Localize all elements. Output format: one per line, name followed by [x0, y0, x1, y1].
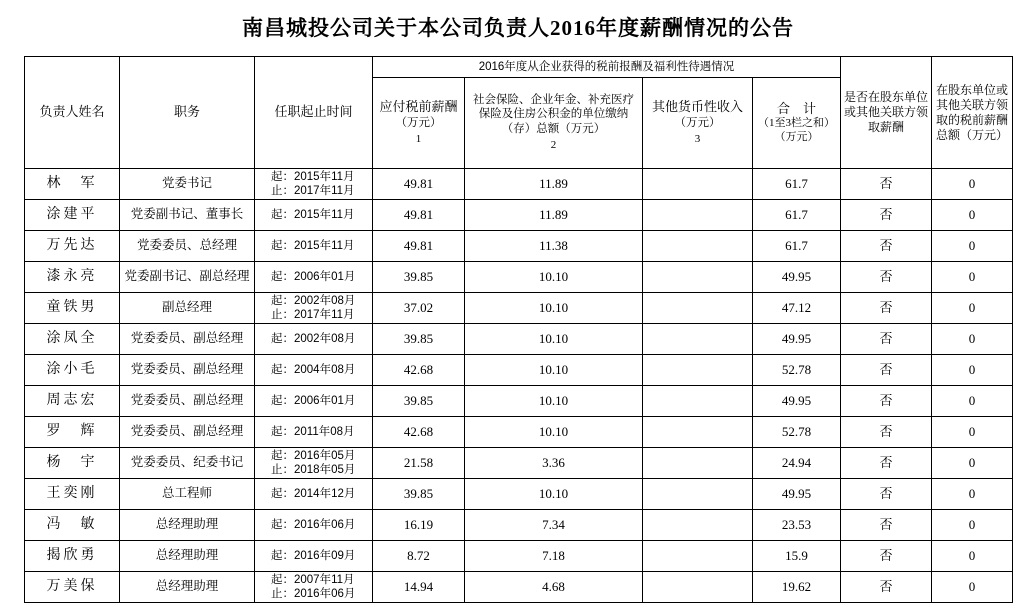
cell-term — [255, 541, 373, 572]
cell-total: 49.95 — [753, 386, 841, 417]
cell-from-shareholder: 否 — [841, 510, 932, 541]
cell-other — [643, 417, 753, 448]
cell-total: 23.53 — [753, 510, 841, 541]
cell-shareholder-amount: 0 — [932, 293, 1013, 324]
cell-shareholder-amount: 0 — [932, 324, 1013, 355]
cell-shareholder-amount: 0 — [932, 479, 1013, 510]
cell-insurance: 11.38 — [465, 231, 643, 262]
header-total-label: 合 计 — [777, 101, 817, 117]
cell-post: 总经理助理 — [120, 572, 255, 603]
cell-name: 林 军 — [25, 169, 120, 200]
term-line: 起：2002年08月 — [271, 332, 356, 345]
cell-pretax: 21.58 — [373, 448, 465, 479]
cell-post: 党委副书记、副总经理 — [120, 262, 255, 293]
cell-from-shareholder: 否 — [841, 231, 932, 262]
cell-from-shareholder: 否 — [841, 417, 932, 448]
cell-pretax: 8.72 — [373, 541, 465, 572]
cell-name: 万美保 — [25, 572, 120, 603]
table-header — [25, 57, 1013, 169]
cell-other — [643, 200, 753, 231]
cell-insurance: 11.89 — [465, 200, 643, 231]
table-row — [25, 479, 1013, 510]
cell-term — [255, 200, 373, 231]
cell-insurance: 10.10 — [465, 479, 643, 510]
term-line: 起：2015年11月 — [271, 170, 355, 183]
cell-insurance: 7.18 — [465, 541, 643, 572]
cell-name: 周志宏 — [25, 386, 120, 417]
cell-post: 党委书记 — [120, 169, 255, 200]
cell-insurance: 3.36 — [465, 448, 643, 479]
cell-total: 49.95 — [753, 324, 841, 355]
header-pretax-unit: （万元） — [395, 116, 442, 129]
cell-name: 涂凤全 — [25, 324, 120, 355]
cell-term — [255, 231, 373, 262]
cell-other — [643, 355, 753, 386]
cell-pretax: 39.85 — [373, 386, 465, 417]
term-line: 止：2016年06月 — [271, 588, 356, 600]
cell-total: 15.9 — [753, 541, 841, 572]
cell-pretax: 39.85 — [373, 262, 465, 293]
cell-term — [255, 417, 373, 448]
cell-shareholder-amount: 0 — [932, 200, 1013, 231]
term-line: 起：2016年06月 — [271, 518, 356, 531]
cell-shareholder-amount: 0 — [932, 386, 1013, 417]
term-line: 起：2004年08月 — [271, 363, 356, 376]
cell-post: 总经理助理 — [120, 541, 255, 572]
cell-insurance: 4.68 — [465, 572, 643, 603]
cell-post: 党委委员、副总经理 — [120, 355, 255, 386]
page-title: 南昌城投公司关于本公司负责人2016年度薪酬情况的公告 — [242, 16, 794, 40]
cell-name: 涂建平 — [25, 200, 120, 231]
term-line: 起：2015年11月 — [271, 208, 355, 221]
cell-post: 总工程师 — [120, 479, 255, 510]
cell-post: 党委委员、副总经理 — [120, 324, 255, 355]
cell-total: 47.12 — [753, 293, 841, 324]
cell-other — [643, 324, 753, 355]
header-other-label: 其他货币性收入 — [651, 99, 743, 115]
header-other — [643, 78, 753, 169]
cell-from-shareholder: 否 — [841, 479, 932, 510]
cell-shareholder-amount: 0 — [932, 355, 1013, 386]
cell-total: 24.94 — [753, 448, 841, 479]
cell-other — [643, 510, 753, 541]
cell-from-shareholder: 否 — [841, 572, 932, 603]
cell-other — [643, 231, 753, 262]
header-total-sub: （1至3栏之和） — [758, 117, 836, 130]
header-pretax-label: 应付税前薪酬 — [379, 99, 458, 115]
term-line: 起：2007年11月 — [271, 573, 355, 586]
cell-pretax: 14.94 — [373, 572, 465, 603]
cell-term — [255, 510, 373, 541]
cell-pretax: 39.85 — [373, 324, 465, 355]
cell-insurance: 11.89 — [465, 169, 643, 200]
cell-shareholder-amount: 0 — [932, 541, 1013, 572]
cell-name: 冯 敏 — [25, 510, 120, 541]
cell-term — [255, 293, 373, 324]
header-pretax — [373, 78, 465, 169]
cell-shareholder-amount: 0 — [932, 169, 1013, 200]
cell-from-shareholder: 否 — [841, 293, 932, 324]
cell-shareholder-amount: 0 — [932, 262, 1013, 293]
term-line: 止：2017年11月 — [271, 185, 355, 197]
header-other-unit: （万元） — [674, 116, 721, 129]
salary-table — [24, 56, 1013, 603]
cell-post: 总经理助理 — [120, 510, 255, 541]
term-line: 起：2006年01月 — [271, 394, 356, 407]
cell-term — [255, 572, 373, 603]
cell-name: 漆永亮 — [25, 262, 120, 293]
term-line: 起：2002年08月 — [271, 294, 356, 307]
cell-term — [255, 169, 373, 200]
table-row — [25, 200, 1013, 231]
cell-term — [255, 262, 373, 293]
cell-pretax: 49.81 — [373, 169, 465, 200]
table-row — [25, 417, 1013, 448]
cell-from-shareholder: 否 — [841, 355, 932, 386]
cell-pretax: 39.85 — [373, 479, 465, 510]
cell-shareholder-amount: 0 — [932, 448, 1013, 479]
cell-name: 童铁男 — [25, 293, 120, 324]
cell-name: 涂小毛 — [25, 355, 120, 386]
cell-shareholder-amount: 0 — [932, 510, 1013, 541]
cell-post: 党委委员、总经理 — [120, 231, 255, 262]
cell-insurance: 10.10 — [465, 262, 643, 293]
term-line: 起：2011年08月 — [271, 425, 355, 438]
term-line: 起：2016年05月 — [271, 449, 356, 462]
cell-shareholder-amount: 0 — [932, 572, 1013, 603]
table-row — [25, 448, 1013, 479]
cell-other — [643, 479, 753, 510]
table-row — [25, 324, 1013, 355]
cell-total: 61.7 — [753, 200, 841, 231]
table-body — [25, 169, 1013, 603]
header-name: 负责人姓名 — [25, 57, 120, 169]
cell-pretax: 49.81 — [373, 231, 465, 262]
cell-pretax: 42.68 — [373, 355, 465, 386]
cell-term — [255, 479, 373, 510]
cell-post: 党委委员、副总经理 — [120, 417, 255, 448]
cell-from-shareholder: 否 — [841, 169, 932, 200]
cell-term — [255, 386, 373, 417]
header-total — [753, 78, 841, 169]
cell-term — [255, 355, 373, 386]
term-line: 起：2006年01月 — [271, 270, 356, 283]
cell-insurance: 10.10 — [465, 355, 643, 386]
cell-name: 杨 宇 — [25, 448, 120, 479]
cell-post: 党委委员、纪委书记 — [120, 448, 255, 479]
table-row — [25, 231, 1013, 262]
cell-pretax: 16.19 — [373, 510, 465, 541]
salary-table-container — [0, 56, 1036, 603]
cell-other — [643, 572, 753, 603]
header-post: 职务 — [120, 57, 255, 169]
cell-term — [255, 448, 373, 479]
cell-name: 万先达 — [25, 231, 120, 262]
term-line: 起：2015年11月 — [271, 239, 355, 252]
cell-post: 副总经理 — [120, 293, 255, 324]
term-line: 起：2016年09月 — [271, 549, 356, 562]
cell-post: 党委委员、副总经理 — [120, 386, 255, 417]
header-other-num: 3 — [694, 132, 701, 145]
cell-term — [255, 324, 373, 355]
cell-pretax: 37.02 — [373, 293, 465, 324]
cell-from-shareholder: 否 — [841, 262, 932, 293]
table-row — [25, 262, 1013, 293]
cell-from-shareholder: 否 — [841, 541, 932, 572]
cell-insurance: 10.10 — [465, 324, 643, 355]
table-row — [25, 355, 1013, 386]
table-row — [25, 386, 1013, 417]
header-group-compensation: 2016年度从企业获得的税前报酬及福利性待遇情况 — [373, 57, 841, 78]
cell-from-shareholder: 否 — [841, 386, 932, 417]
term-line: 止：2017年11月 — [271, 309, 355, 321]
cell-total: 19.62 — [753, 572, 841, 603]
cell-pretax: 42.68 — [373, 417, 465, 448]
cell-name: 揭欣勇 — [25, 541, 120, 572]
cell-from-shareholder: 否 — [841, 200, 932, 231]
cell-other — [643, 541, 753, 572]
header-pretax-num: 1 — [415, 132, 422, 145]
table-row — [25, 510, 1013, 541]
header-row-group — [25, 57, 1013, 78]
cell-post: 党委副书记、董事长 — [120, 200, 255, 231]
cell-from-shareholder: 否 — [841, 324, 932, 355]
cell-total: 49.95 — [753, 479, 841, 510]
cell-total: 61.7 — [753, 231, 841, 262]
cell-insurance: 10.10 — [465, 293, 643, 324]
table-row — [25, 293, 1013, 324]
cell-other — [643, 293, 753, 324]
cell-other — [643, 262, 753, 293]
table-row — [25, 572, 1013, 603]
cell-shareholder-amount: 0 — [932, 417, 1013, 448]
cell-name: 罗 辉 — [25, 417, 120, 448]
cell-insurance: 10.10 — [465, 386, 643, 417]
cell-total: 61.7 — [753, 169, 841, 200]
cell-other — [643, 169, 753, 200]
cell-other — [643, 448, 753, 479]
cell-name: 王奕刚 — [25, 479, 120, 510]
header-from-shareholder: 是否在股东单位或其他关联方领取薪酬 — [841, 57, 932, 169]
cell-insurance: 7.34 — [465, 510, 643, 541]
cell-other — [643, 386, 753, 417]
cell-shareholder-amount: 0 — [932, 231, 1013, 262]
cell-total: 52.78 — [753, 355, 841, 386]
cell-from-shareholder: 否 — [841, 448, 932, 479]
cell-total: 49.95 — [753, 262, 841, 293]
table-row — [25, 169, 1013, 200]
table-row — [25, 541, 1013, 572]
header-insurance-num: 2 — [550, 139, 557, 152]
header-insurance — [465, 78, 643, 169]
header-total-unit: （万元） — [774, 131, 819, 144]
cell-pretax: 49.81 — [373, 200, 465, 231]
cell-total: 52.78 — [753, 417, 841, 448]
header-shareholder-amount: 在股东单位或其他关联方领取的税前薪酬总额（万元） — [932, 57, 1013, 169]
term-line: 起：2014年12月 — [271, 487, 356, 500]
header-term: 任职起止时间 — [255, 57, 373, 169]
term-line: 止：2018年05月 — [271, 464, 356, 476]
header-insurance-label: 社会保险、企业年金、补充医疗保险及住房公积金的单位缴纳（存）总额（万元） — [473, 94, 634, 135]
cell-insurance: 10.10 — [465, 417, 643, 448]
